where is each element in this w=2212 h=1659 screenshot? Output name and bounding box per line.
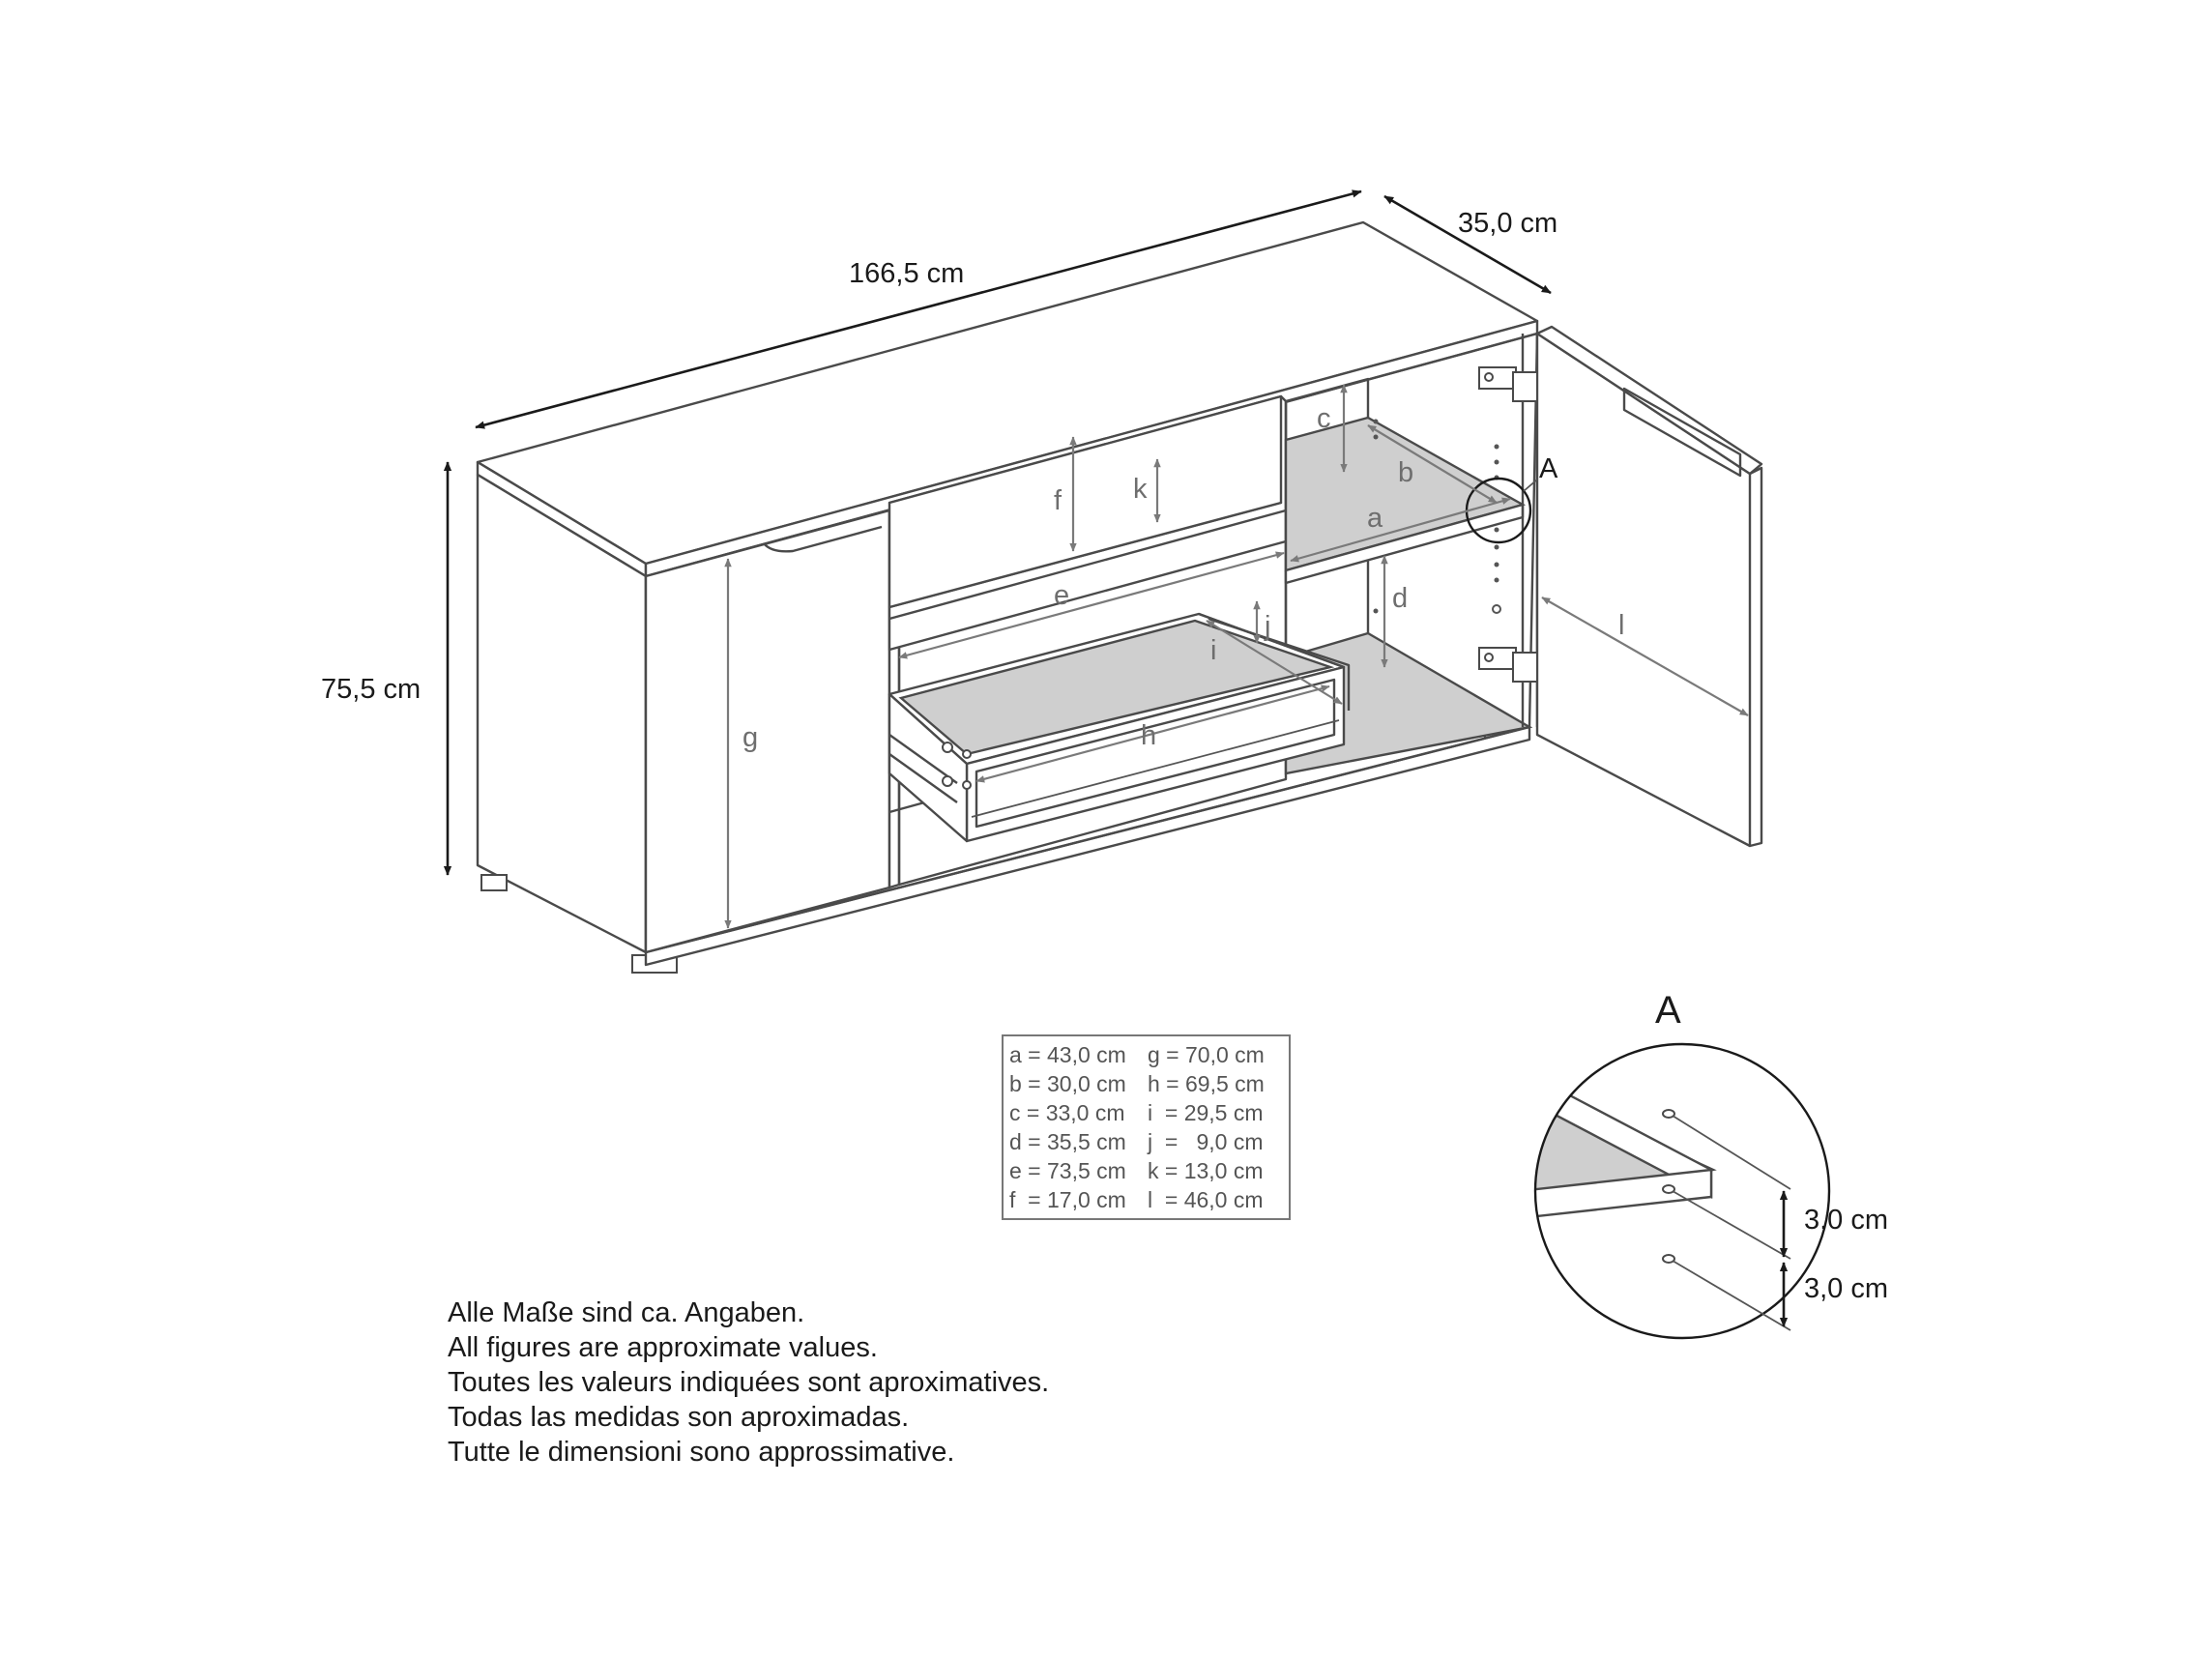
letter-b: b (1398, 457, 1414, 488)
detail-title: A (1655, 989, 1681, 1032)
table-row (1009, 1040, 1283, 1069)
letter-c: c (1317, 403, 1331, 434)
foot (481, 875, 507, 890)
right-door (1537, 334, 1750, 846)
measure-cell: l = 46,0 cm (1148, 1187, 1264, 1212)
measure-cell: e = 73,5 cm (1009, 1158, 1126, 1183)
height-label: 75,5 cm (321, 674, 422, 705)
letter-e: e (1054, 580, 1070, 611)
measure-cell: a = 43,0 cm (1009, 1042, 1126, 1067)
depth-label: 35,0 cm (1458, 208, 1558, 239)
letter-i: i (1210, 635, 1217, 666)
measurement-table (1002, 1034, 1291, 1220)
letter-a: a (1367, 503, 1383, 534)
left-door (646, 510, 889, 952)
measure-cell: b = 30,0 cm (1009, 1071, 1126, 1096)
note-de: Alle Maße sind ca. Angaben. (448, 1297, 805, 1328)
measure-cell: c = 33,0 cm (1009, 1100, 1125, 1125)
hole-spacing-1: 3,0 cm (1804, 1205, 1889, 1236)
measure-cell: f = 17,0 cm (1009, 1187, 1126, 1212)
measure-cell: k = 13,0 cm (1148, 1158, 1264, 1183)
table-row (1009, 1069, 1283, 1098)
detail-marker-label: A (1539, 453, 1558, 484)
open-drawer (889, 614, 1349, 841)
table-row (1009, 1098, 1283, 1127)
measure-cell: g = 70,0 cm (1148, 1042, 1265, 1067)
hole-spacing-2: 3,0 cm (1804, 1273, 1889, 1304)
note-en: All figures are approximate values. (448, 1332, 878, 1363)
note-fr: Toutes les valeurs indiquées sont aproximatives. (448, 1367, 1050, 1398)
note-it: Tutte le dimensioni sono approssimative. (448, 1437, 955, 1468)
letter-h: h (1141, 720, 1157, 751)
table-row (1009, 1156, 1283, 1185)
letter-f: f (1054, 485, 1062, 516)
letter-l: l (1618, 610, 1625, 641)
letter-k: k (1133, 474, 1148, 505)
width-label: 166,5 cm (849, 258, 965, 289)
table-row (1009, 1127, 1283, 1156)
approximation-notes (448, 1295, 1049, 1470)
letter-d: d (1392, 583, 1409, 614)
hinge-bottom (1479, 648, 1537, 682)
measure-cell: h = 69,5 cm (1148, 1071, 1265, 1096)
note-es: Todas las medidas son aproximadas. (448, 1402, 910, 1433)
measure-cell: d = 35,5 cm (1009, 1129, 1126, 1154)
letter-j: j (1265, 611, 1271, 642)
table-row (1009, 1185, 1283, 1214)
detail-a (1450, 989, 1888, 1338)
letter-g: g (742, 722, 759, 753)
measure-cell: i = 29,5 cm (1148, 1100, 1264, 1125)
measure-cell: j = 9,0 cm (1148, 1129, 1264, 1154)
hinge-top (1479, 367, 1537, 401)
